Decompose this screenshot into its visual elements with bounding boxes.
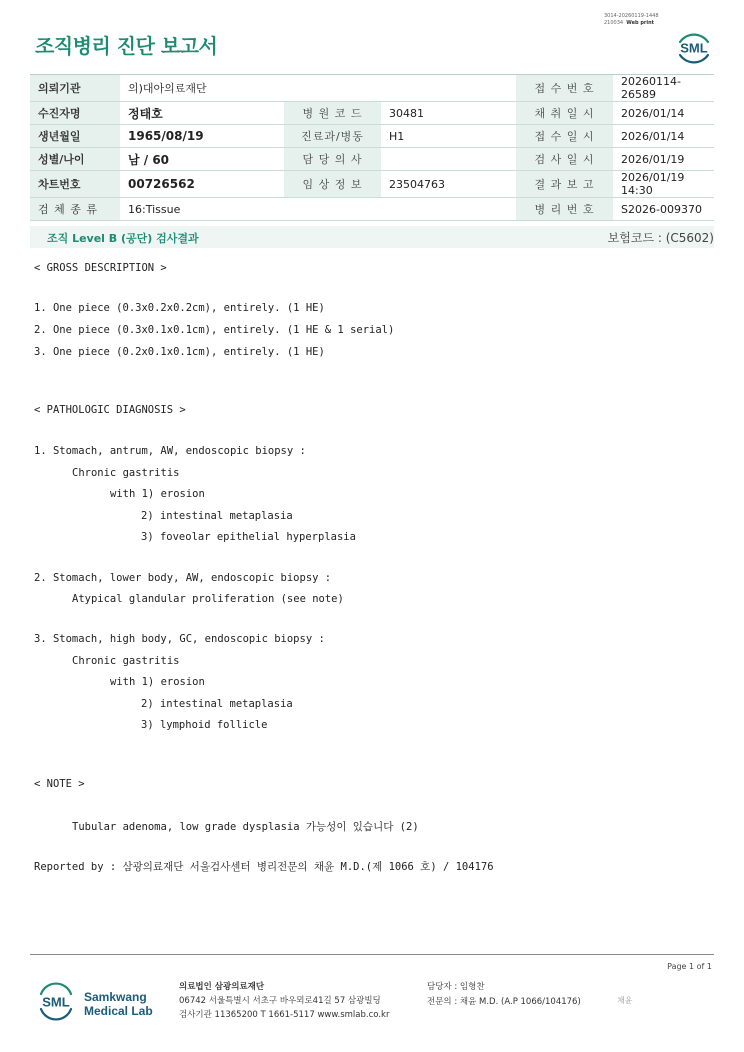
- label-physician: 담 당 의 사: [284, 148, 381, 171]
- gross-heading: < GROSS DESCRIPTION >: [34, 262, 167, 274]
- insurance-code: 보험코드 : (C5602): [607, 231, 714, 245]
- value-pathology-no: S2026-009370: [613, 198, 714, 221]
- reported-by: Reported by : 삼광의료재단 서울검사센터 병리전문의 채윤 M.D.(제 1066 호) / 104176: [34, 861, 494, 873]
- value-sex-age: 남 / 60: [120, 148, 284, 171]
- label-clinical-info: 임 상 정 보: [284, 171, 381, 198]
- diagnosis-detail: 2) intestinal metaplasia: [141, 510, 293, 522]
- value-report-date: 2026/01/19 14:30: [613, 171, 714, 198]
- brand-name: [84, 990, 153, 1018]
- diagnosis-finding: Chronic gastritis: [72, 467, 180, 479]
- value-collection-date: 2026/01/14: [613, 102, 714, 125]
- label-receipt-date: 접 수 일 시: [516, 125, 613, 148]
- value-department: H1: [381, 125, 516, 148]
- info-row: [30, 125, 714, 148]
- diagnosis-heading: < PATHOLOGIC DIAGNOSIS >: [34, 404, 186, 416]
- label-pathology-no: 병 리 번 호: [516, 198, 613, 221]
- value-physician: [381, 148, 516, 171]
- label-hospital-code: 병 원 코 드: [284, 102, 381, 125]
- info-row: [30, 102, 714, 125]
- value-chart-no: 00726562: [120, 171, 284, 198]
- signature: 채윤: [617, 996, 633, 1005]
- gross-item: 3. One piece (0.2x0.1x0.1cm), entirely. (1 HE): [34, 346, 325, 358]
- note-text: Tubular adenoma, low grade dysplasia 가능성이 있습니다 (2): [72, 821, 419, 833]
- footer-org-info: [179, 980, 389, 1022]
- diagnosis-site: 2. Stomach, lower body, AW, endoscopic biopsy :: [34, 572, 332, 584]
- print-meta-line2: 210034: [604, 20, 624, 26]
- diagnosis-finding: Atypical glandular proliferation (see note): [72, 593, 344, 605]
- info-row: [30, 148, 714, 171]
- org-contact: 검사기관 11365200 T 1661-5117 www.smlab.co.kr: [179, 1010, 390, 1020]
- staff-specialist: 전문의 : 채윤 M.D. (A.P 1066/104176): [427, 997, 581, 1007]
- label-department: 진료과/병동: [284, 125, 381, 148]
- sml-logo: [672, 25, 716, 69]
- info-row: [30, 75, 714, 102]
- footer-divider: [30, 954, 714, 955]
- org-address: 06742 서울특별시 서초구 바우뫼로41길 57 삼광빌딩: [179, 996, 381, 1006]
- diagnosis-site: 3. Stomach, high body, GC, endoscopic biopsy :: [34, 633, 325, 645]
- label-specimen-type: 검 체 종 류: [30, 198, 120, 221]
- value-specimen-type: 16:Tissue: [120, 198, 516, 221]
- page-number: Page 1 of 1: [667, 962, 712, 971]
- staff-in-charge: 담당자 : 임형찬: [427, 982, 485, 992]
- diagnosis-detail: with 1) erosion: [110, 488, 205, 500]
- sml-footer-logo: [36, 978, 76, 1024]
- label-report-date: 결 과 보 고: [516, 171, 613, 198]
- page-title: 조직병리 진단 보고서: [35, 34, 218, 58]
- patient-info-table: [30, 74, 714, 221]
- label-test-date: 검 사 일 시: [516, 148, 613, 171]
- sml-footer-logo-text: SML: [42, 994, 70, 1010]
- label-patient-name: 수진자명: [30, 102, 120, 125]
- diagnosis-detail: with 1) erosion: [110, 676, 205, 688]
- label-chart-no: 차트번호: [30, 171, 120, 198]
- org-name: 의료법인 삼광의료재단: [179, 982, 265, 992]
- note-heading: < NOTE >: [34, 778, 85, 790]
- brand-line1: Samkwang: [84, 990, 147, 1004]
- diagnosis-site: 1. Stomach, antrum, AW, endoscopic biopsy :: [34, 445, 306, 457]
- value-accession-no: 20260114-26589: [613, 75, 714, 102]
- info-row: [30, 171, 714, 198]
- web-print-label: Web print: [626, 20, 655, 26]
- info-row: [30, 198, 714, 221]
- value-hospital-code: 30481: [381, 102, 516, 125]
- brand-line2: Medical Lab: [84, 1004, 153, 1018]
- label-requesting-org: 의뢰기관: [30, 75, 120, 102]
- value-requesting-org: 의)대아의료재단: [120, 75, 516, 102]
- label-birth-date: 생년월일: [30, 125, 120, 148]
- diagnosis-detail: 3) foveolar epithelial hyperplasia: [141, 531, 356, 543]
- label-collection-date: 채 취 일 시: [516, 102, 613, 125]
- gross-item: 2. One piece (0.3x0.1x0.1cm), entirely. (1 HE & 1 serial): [34, 324, 395, 336]
- sml-logo-text: SML: [680, 40, 708, 56]
- value-receipt-date: 2026/01/14: [613, 125, 714, 148]
- print-meta: [604, 13, 659, 27]
- diagnosis-finding: Chronic gastritis: [72, 655, 180, 667]
- value-test-date: 2026/01/19: [613, 148, 714, 171]
- label-sex-age: 성별/나이: [30, 148, 120, 171]
- value-patient-name: 정태호: [120, 102, 284, 125]
- print-meta-line1: 3014-20260119-1448: [604, 13, 659, 19]
- value-birth-date: 1965/08/19: [120, 125, 284, 148]
- gross-item: 1. One piece (0.3x0.2x0.2cm), entirely. (1 HE): [34, 302, 325, 314]
- result-section-title: 조직 Level B (공단) 검사결과: [47, 232, 199, 245]
- diagnosis-detail: 3) lymphoid follicle: [141, 719, 268, 731]
- diagnosis-detail: 2) intestinal metaplasia: [141, 698, 293, 710]
- footer-staff: [427, 980, 581, 1010]
- label-accession-no: 접 수 번 호: [516, 75, 613, 102]
- value-clinical-info: 23504763: [381, 171, 516, 198]
